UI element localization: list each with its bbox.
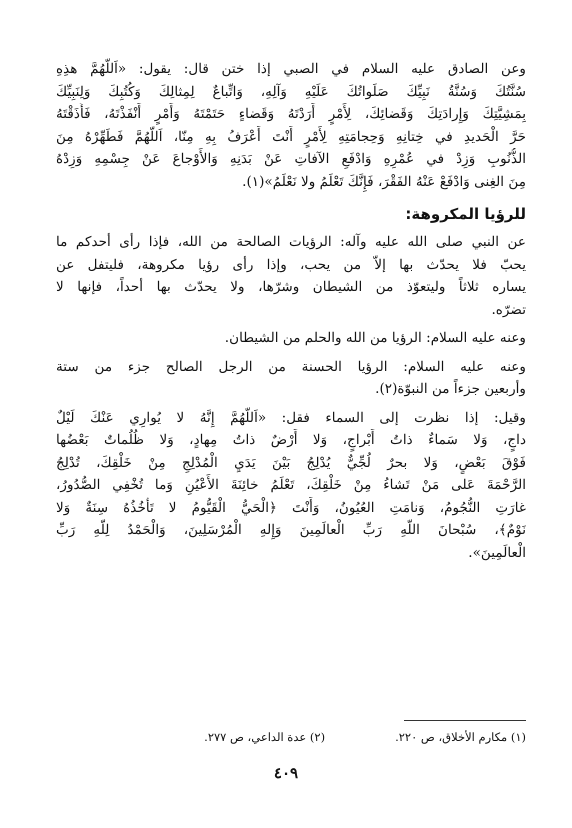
- footnote-divider: [404, 720, 526, 721]
- text-line: عن النبي صلى الله عليه وآله: الرؤيات الصالحة من الله، فإذا رأى أحدكم ما: [56, 234, 526, 250]
- text-line: وأربعين جزءاً من النبوّة(٢).: [375, 381, 526, 397]
- text-line: الْعالَمِينَ».: [468, 544, 526, 561]
- paragraph-dream-source: [56, 327, 526, 350]
- section-heading: للرؤيا المكروهة:: [405, 205, 526, 223]
- text-line: حَرَّ الْحَديدِ في خِتانِهِ وَحِجامَتِهِ لِأَمْرٍ أَنْتَ أَعْرَفُ بِهِ مِنّا، اَللّهُمَّ فَطَهِّرْهُ مِنَ: [56, 128, 526, 145]
- text-line: فَوْقَ بَعْضٍ، وَلا بحرٌ لُجِّيٌّ يُدْلِجُ بَيْنَ يَدَيِ الْمُدْلِجِ مِنْ خَلْقِكَ، تُدْلِجُ: [56, 454, 526, 471]
- text-line: يساره ثلاثاً وليتعوّذ من الشيطان وشرّها، ولا يحدّث بها أحداً، فإنها لا: [56, 279, 526, 295]
- text-line: وعنه عليه السلام: الرؤيا من الله والحلم من الشيطان.: [224, 330, 526, 346]
- paragraph-dreams-hadith: [56, 231, 526, 321]
- footnote-2: (٢) عدة الداعي، ص ٢٧٧.: [204, 730, 326, 744]
- page-body: [56, 58, 526, 564]
- text-line: الذُّنُوبِ وَزِدْ في عُمْرِهِ وَادْفَعِ الآفاتِ عَنْ بَدَنِهِ وَالأَوْجاعَ عَنْ جِسْمِهِ وَزِدْهُ: [56, 151, 526, 167]
- text-line: تضرّه.: [491, 301, 526, 318]
- text-line: وعنه عليه السلام: الرؤيا الحسنة من الرجل الصالح جزء من ستة: [56, 358, 526, 375]
- text-line: يحبّ فلا يحدّث بها إلاّ من يحب، وإذا رأى رؤيا مكروهة، فليتفل عن: [56, 256, 526, 273]
- text-line: مِنَ الغِنى وَادْفَعْ عَنْهُ الفَقْرَ، فَإِنَّكَ تَعْلَمُ ولا نَعْلَمُ»(١).: [242, 173, 526, 190]
- paragraph-good-dream: [56, 356, 526, 401]
- footnote-1: (١) مكارم الأخلاق، ص ٢٢٠.: [395, 730, 526, 744]
- text-line: غارَتِ النُّجُومُ، وَنامَتِ العُيُونُ، وَأَنْتَ ﴿الْحَيُّ الْقَيُّومُ لا تَأْخُذُهُ سِنَةٌ وَلا: [56, 499, 526, 516]
- footnotes: [56, 728, 526, 746]
- paragraph-circumcision-prayer: [56, 58, 526, 193]
- text-line: الرَّحْمَةَ عَلى مَنْ تَشاءُ مِنْ خَلْقِكَ، تَعْلَمُ خائِنَةَ الأَعْيُنِ وَما تُخْفِي الصُّدُورُ،: [56, 477, 526, 493]
- page-number: ٤٠٩: [273, 764, 299, 782]
- text-line: وقيل: إذا نظرت إلى السماء فقل: «اَللّهُمَّ إِنَّهُ لا يُوارِي عَنْكَ لَيْلٌ: [56, 409, 526, 426]
- text-line: داجٍ، وَلا سَماءٌ ذاتُ أَبْراجٍ، وَلا أَرْضٌ ذاتُ مِهادٍ، وَلا ظُلُماتٌ بَعْضُها: [56, 432, 526, 448]
- paragraph-sky-prayer: [56, 407, 526, 565]
- text-line: بِمَشِيَّتِكَ وَإِرادَتِكَ وَقَضائِكَ، لِأَمْرٍ أَرَدْتَهُ وَقَضاءٍ حَتَمْتَهُ وَأَمْرٍ أَنْفَذْتَهُ، فَأَذَقْتَهُ: [56, 106, 526, 122]
- text-line: نَوْمٌ﴾، سُبْحانَ اللّهِ رَبِّ الْعالَمِينَ وَإِلهِ الْمُرْسَلِينَ، وَالْحَمْدُ لِلّهِ رَبِّ: [56, 522, 526, 538]
- text-line: وعن الصادق عليه السلام في الصبي إذا ختن قال: يقول: «اَللّهُمَّ هذِهِ: [56, 61, 526, 77]
- text-line: سُنَّتُكَ وَسُنَّةُ نَبِيِّكَ صَلَواتُكَ عَلَيْهِ وَآلِهِ، وَاتِّباعٌ لِمِثالِكَ وَكُتُبِكَ وَلِنَبِيِّكَ: [56, 83, 526, 100]
